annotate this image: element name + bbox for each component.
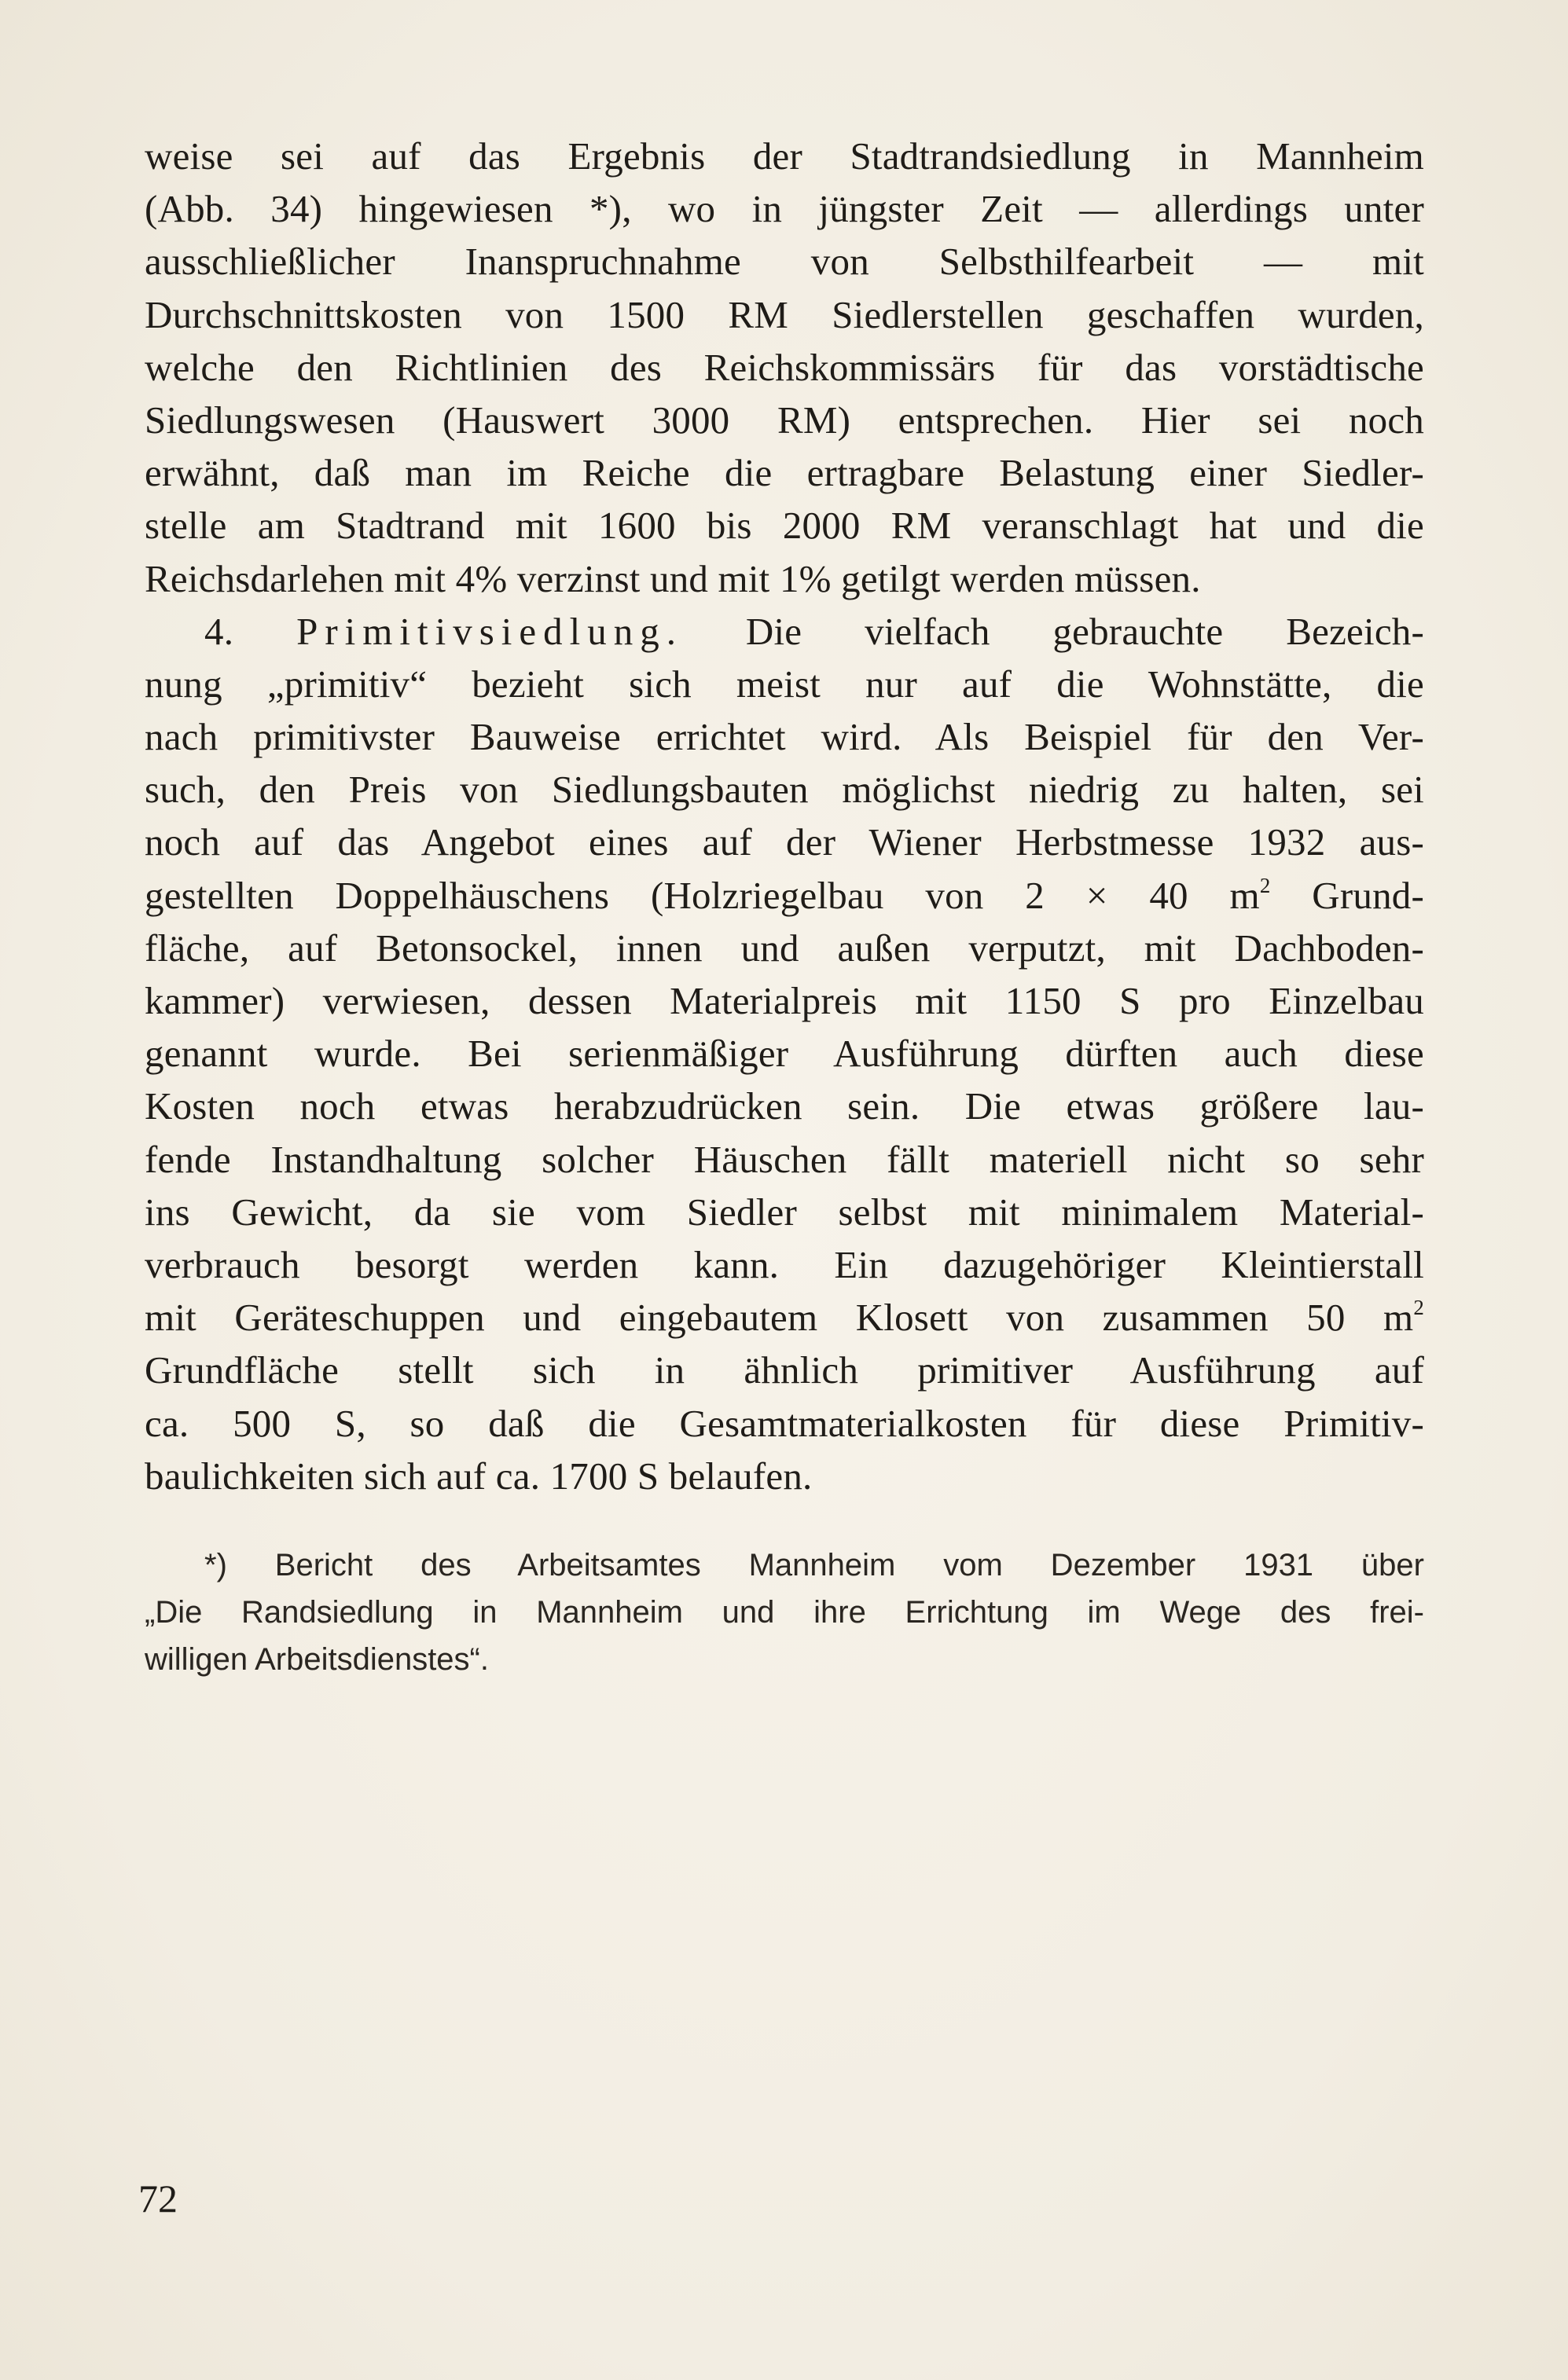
text-line: Grundfläche stellt sich in ähnlich primitiver Ausführung auf — [145, 1348, 1424, 1392]
text-fragment: gestellten Doppelhäuschens (Holzriegelbau von 2 × 40 m — [145, 873, 1260, 917]
section-heading: Primitivsiedlung. — [296, 609, 683, 653]
text-line: Kosten noch etwas herabzudrücken sein. Die etwas größere lau- — [145, 1084, 1424, 1128]
text-line: kammer) verwiesen, dessen Materialpreis mit 1150 S pro Einzelbau — [145, 979, 1424, 1022]
text-line: Siedlungswesen (Hauswert 3000 RM) entsprechen. Hier sei noch — [145, 398, 1424, 442]
text-line: ausschließlicher Inanspruchnahme von Selbsthilfearbeit — mit — [145, 240, 1424, 284]
text-line: nach primitivster Bauweise errichtet wird. Als Beispiel für den Ver- — [145, 715, 1424, 759]
text-line: erwähnt, daß man im Reiche die ertragbare Belastung einer Siedler- — [145, 451, 1424, 495]
footnote-line: willigen Arbeitsdienstes“. — [145, 1642, 489, 1677]
text-line: verbrauch besorgt werden kann. Ein dazugehöriger Kleintierstall — [145, 1242, 1424, 1286]
text-line: fläche, auf Betonsockel, innen und außen verputzt, mit Dachboden- — [145, 926, 1424, 970]
text-line: Durchschnittskosten von 1500 RM Siedlerstellen geschaffen wurden, — [145, 292, 1424, 336]
text-line: ca. 500 S, so daß die Gesamtmaterialkosten für diese Primitiv- — [145, 1401, 1424, 1445]
text-fragment: Grund- — [1270, 873, 1424, 917]
paragraph-1 — [145, 130, 1424, 605]
page-number: 72 — [138, 2176, 178, 2220]
text-fragment: mit Geräteschuppen und eingebautem Klosett von zusammen 50 m — [145, 1296, 1414, 1340]
text-line: Reichsdarlehen mit 4% verzinst und mit 1% getilgt werden müssen. — [145, 556, 1201, 600]
text-line: such, den Preis von Siedlungsbauten möglichst niedrig zu halten, sei — [145, 768, 1424, 812]
paragraph-2 — [145, 605, 1424, 1502]
text-line: ins Gewicht, da sie vom Siedler selbst mit minimalem Material- — [145, 1190, 1424, 1234]
footnote-line: „Die Randsiedlung in Mannheim und ihre Errichtung im Wege des frei- — [145, 1595, 1424, 1630]
main-text — [145, 130, 1424, 1502]
text-line: baulichkeiten sich auf ca. 1700 S belaufen. — [145, 1454, 813, 1498]
text-line: stelle am Stadtrand mit 1600 bis 2000 RM veranschlagt hat und die — [145, 504, 1424, 548]
text-line — [145, 869, 1424, 922]
text-line: nung „primitiv“ bezieht sich meist nur auf die Wohnstätte, die — [145, 662, 1424, 706]
text-line: welche den Richtlinien des Reichskommissärs für das vorstädtische — [145, 345, 1424, 389]
text-fragment: Die vielfach gebrauchte Bezeich- — [745, 609, 1424, 653]
superscript: 2 — [1259, 873, 1271, 897]
text-line — [145, 1291, 1424, 1344]
superscript: 2 — [1413, 1295, 1424, 1319]
text-line: (Abb. 34) hingewiesen *), wo in jüngster Zeit — allerdings unter — [145, 187, 1424, 231]
footnote-line: *) Bericht des Arbeitsamtes Mannheim vom Dezember 1931 über — [204, 1548, 1424, 1582]
text-line: weise sei auf das Ergebnis der Stadtrandsiedlung in Mannheim — [145, 134, 1424, 178]
footnote — [145, 1542, 1424, 1683]
section-heading-line — [145, 605, 1424, 658]
text-line: fende Instandhaltung solcher Häuschen fällt materiell nicht so sehr — [145, 1137, 1424, 1181]
section-number: 4. — [204, 609, 234, 653]
text-line: genannt wurde. Bei serienmäßiger Ausführung dürften auch diese — [145, 1032, 1424, 1076]
text-line: noch auf das Angebot eines auf der Wiener Herbstmesse 1932 aus- — [145, 820, 1424, 864]
